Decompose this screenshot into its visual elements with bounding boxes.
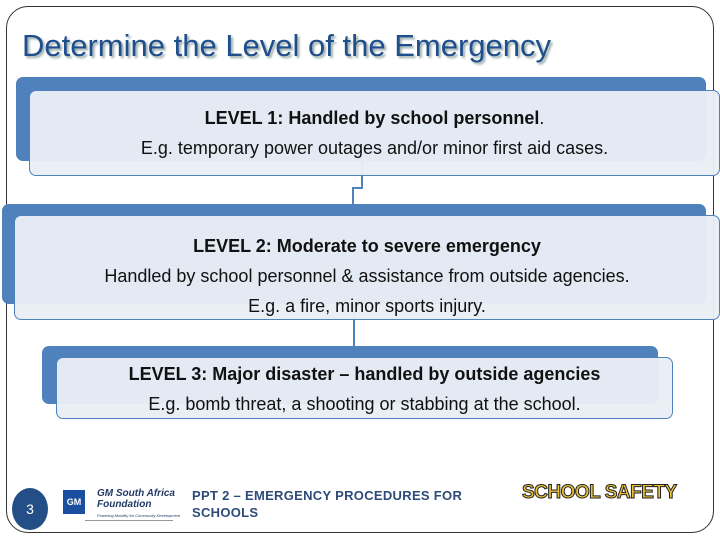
gm-logo: GM (63, 490, 85, 514)
level-2-detail: Handled by school personnel & assistance from outside agencies. (104, 266, 630, 286)
level-2-box (14, 215, 720, 320)
level-3-detail: E.g. bomb threat, a shooting or stabbing at the school. (148, 394, 581, 414)
school-safety-logo: SCHOOL SAFETY (522, 482, 677, 503)
level-1-heading-suffix: . (539, 108, 545, 128)
level-2-heading: LEVEL 2: Moderate to severe emergency (193, 236, 541, 256)
presentation-title (192, 487, 462, 521)
level-1-box (29, 90, 720, 176)
level-1-detail: E.g. temporary power outages and/or minor first aid cases. (140, 138, 609, 158)
level-3-heading: LEVEL 3: Major disaster – handled by outside agencies (128, 364, 601, 384)
presentation-title-line1: PPT 2 – EMERGENCY PROCEDURES FOR (192, 488, 463, 503)
gm-foundation: Foundation (97, 499, 152, 510)
gm-name: GM South Africa (97, 488, 175, 499)
gm-tagline: Powering Mobility for Community Development (97, 513, 181, 518)
presentation-title-line2: SCHOOLS (192, 505, 259, 520)
slide-number: 3 (12, 488, 48, 530)
level-1-heading: LEVEL 1: Handled by school personnel (204, 108, 540, 128)
level-2-example: E.g. a fire, minor sports injury. (248, 296, 486, 316)
divider (85, 520, 173, 521)
gm-foundation-logo (97, 488, 180, 521)
slide-title: Determine the Level of the Emergency (22, 28, 551, 63)
level-3-box (56, 357, 673, 419)
